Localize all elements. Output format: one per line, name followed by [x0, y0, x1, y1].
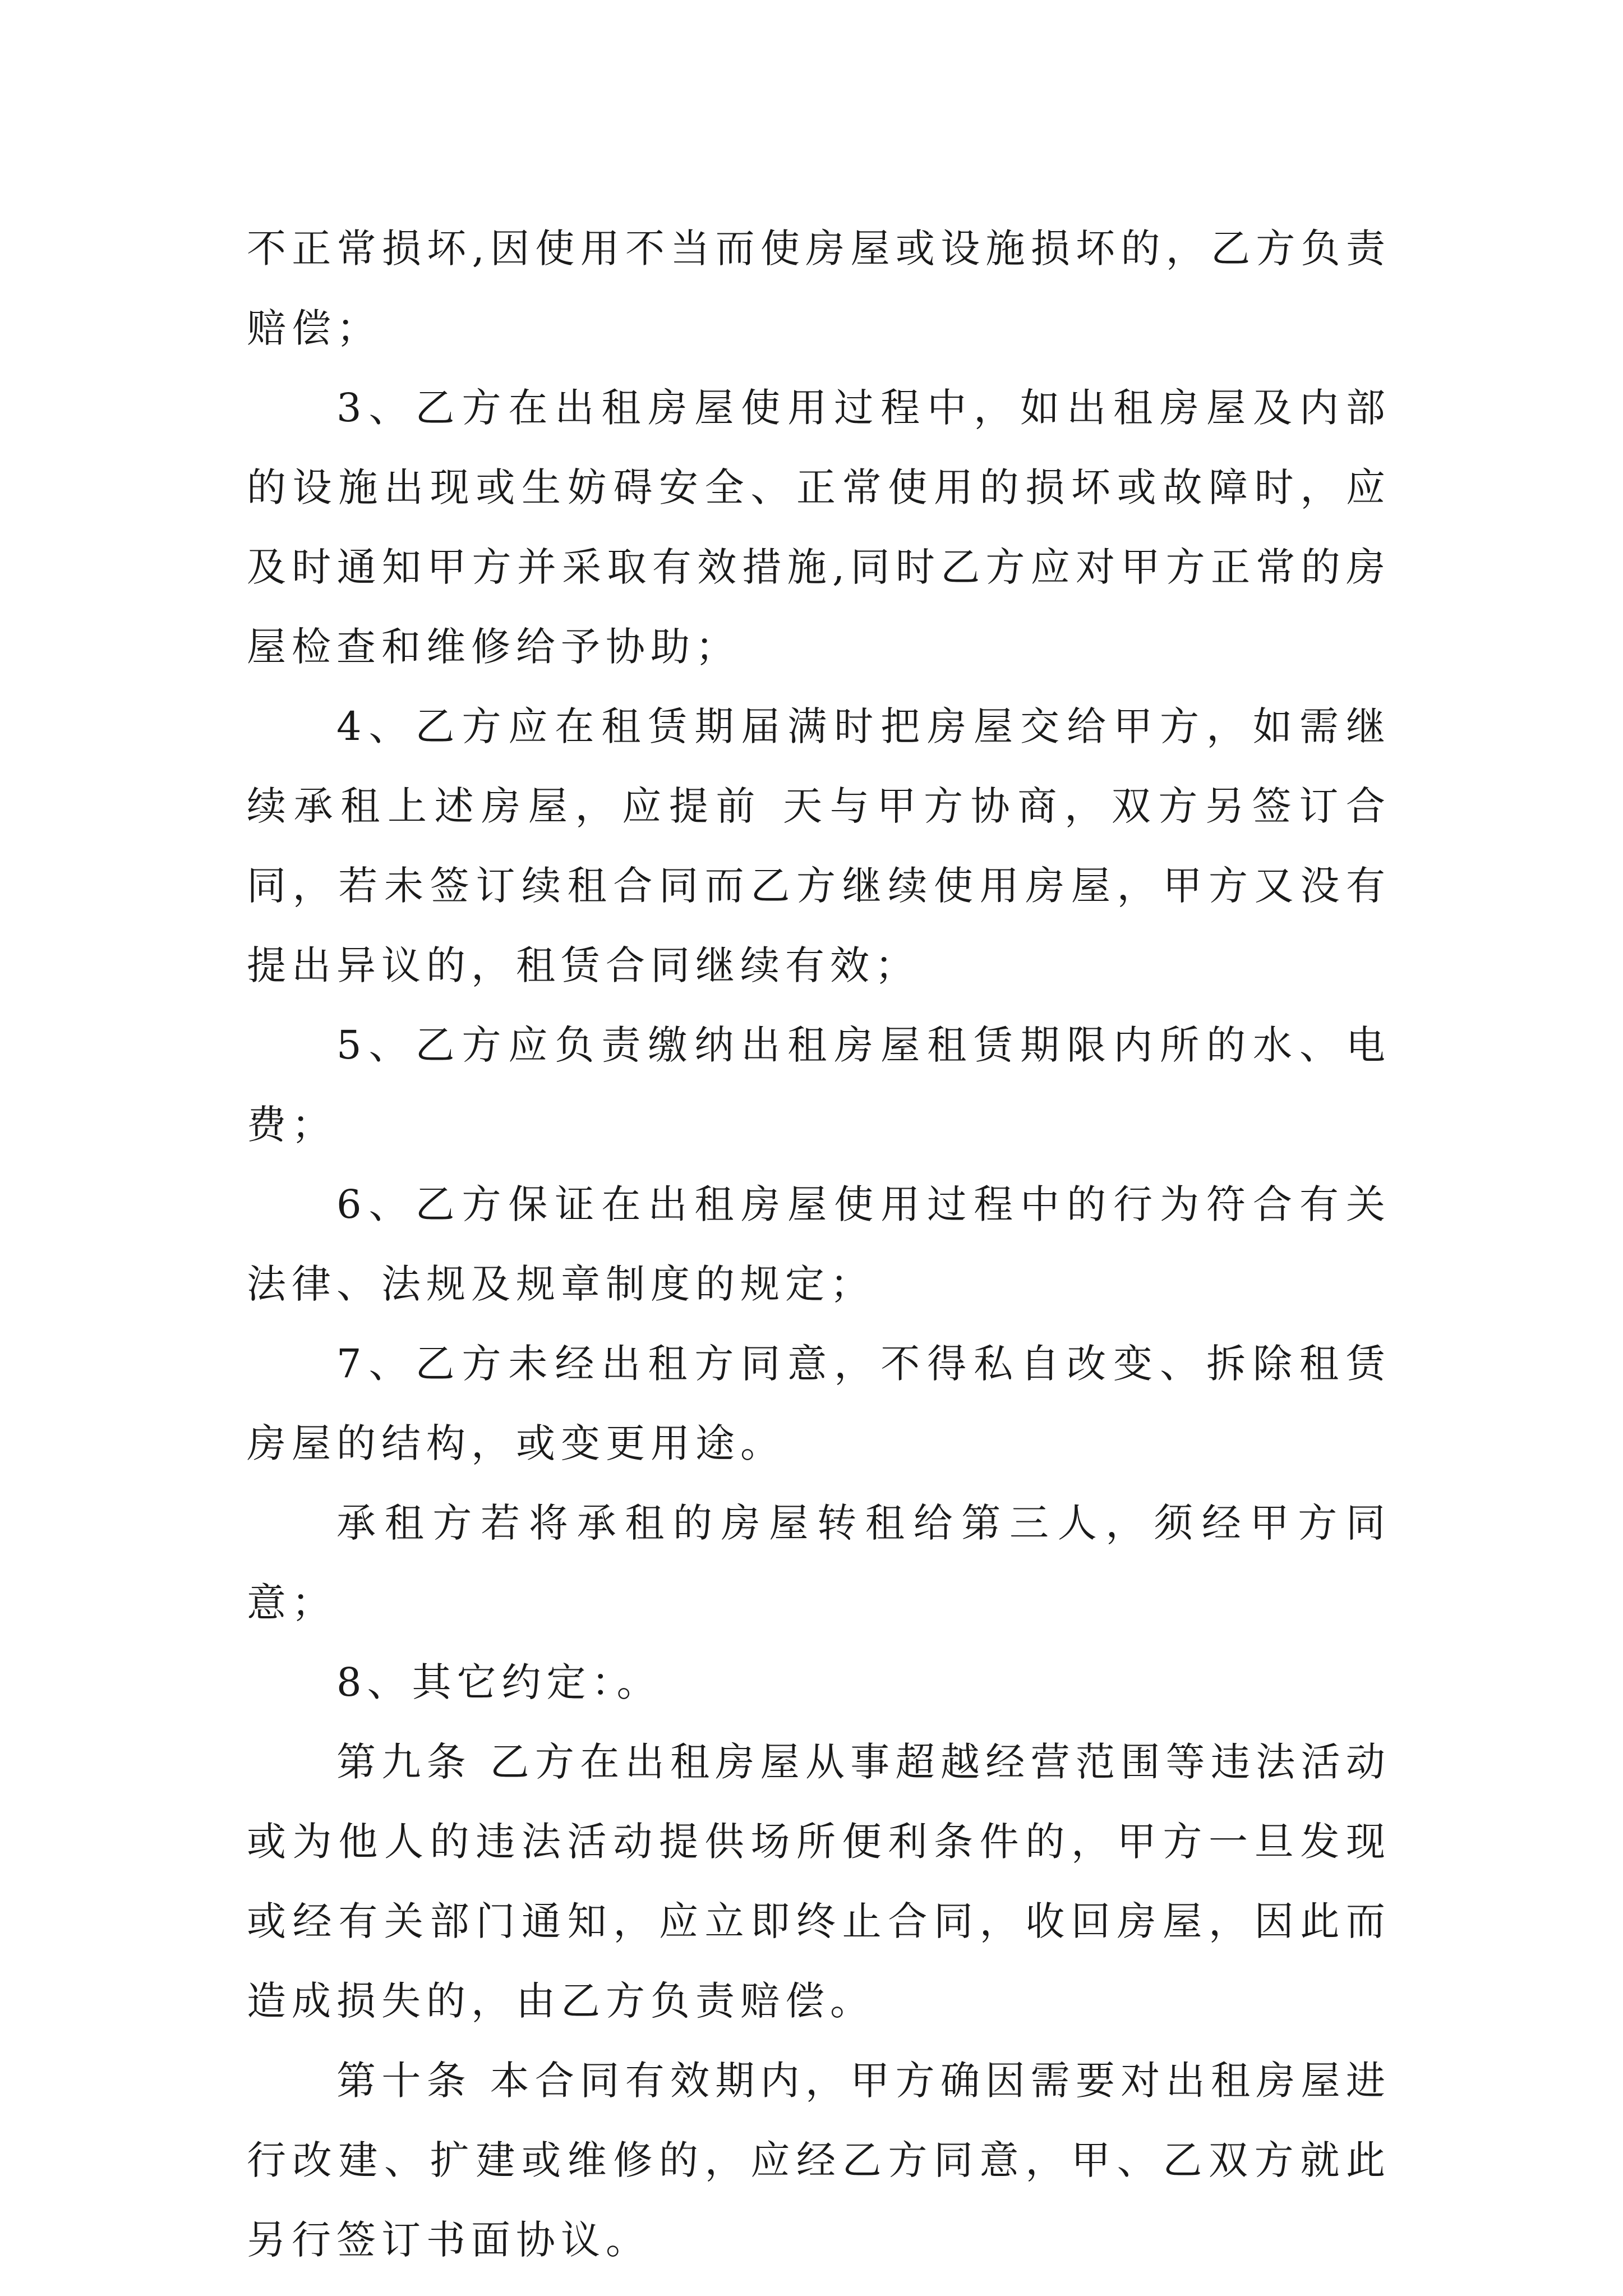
paragraph-article-9: 第九条 乙方在出租房屋从事超越经营范围等违法活动或为他人的违法活动提供场所便利条件的，甲方一旦发现或经有关部门通知，应立即终止合同，收回房屋，因此而造成损失的，由乙方负责赔偿。 [247, 1739, 1391, 2024]
paragraph-clause-7: 7、乙方未经出租方同意，不得私自改变、拆除租赁房屋的结构，或变更用途。 [247, 1341, 1391, 1466]
paragraph-clause-3: 3、乙方在出租房屋使用过程中，如出租房屋及内部的设施出现或生妨碍安全、正常使用的损坏或故障时，应及时通知甲方并采取有效措施,同时乙方应对甲方正常的房屋检查和维修给予协助； [247, 385, 1391, 670]
paragraph-article-10: 第十条 本合同有效期内，甲方确因需要对出租房屋进行改建、扩建或维修的，应经乙方同意，甲、乙双方就此另行签订书面协议。 [247, 2058, 1391, 2263]
paragraph-clause-8: 8、其它约定：。 [336, 1659, 662, 1705]
paragraph-clause-5: 5、乙方应负责缴纳出租房屋租赁期限内所的水、电费； [247, 1022, 1391, 1148]
paragraph-sublease: 承租方若将承租的房屋转租给第三人，须经甲方同意； [247, 1500, 1391, 1626]
document-body [247, 209, 1391, 2280]
paragraph-clause-6: 6、乙方保证在出租房屋使用过程中的行为符合有关法律、法规及规章制度的规定； [247, 1181, 1391, 1307]
paragraph-damage-compensation: 不正常损坏,因使用不当而使房屋或设施损坏的，乙方负责赔偿； [247, 226, 1391, 351]
paragraph-clause-4: 4、乙方应在租赁期届满时把房屋交给甲方，如需继续承租上述房屋，应提前 天与甲方协商，双方另签订合同，若未签订续租合同而乙方继续使用房屋，甲方又没有提出异议的，租赁合同继续有效； [247, 703, 1391, 988]
